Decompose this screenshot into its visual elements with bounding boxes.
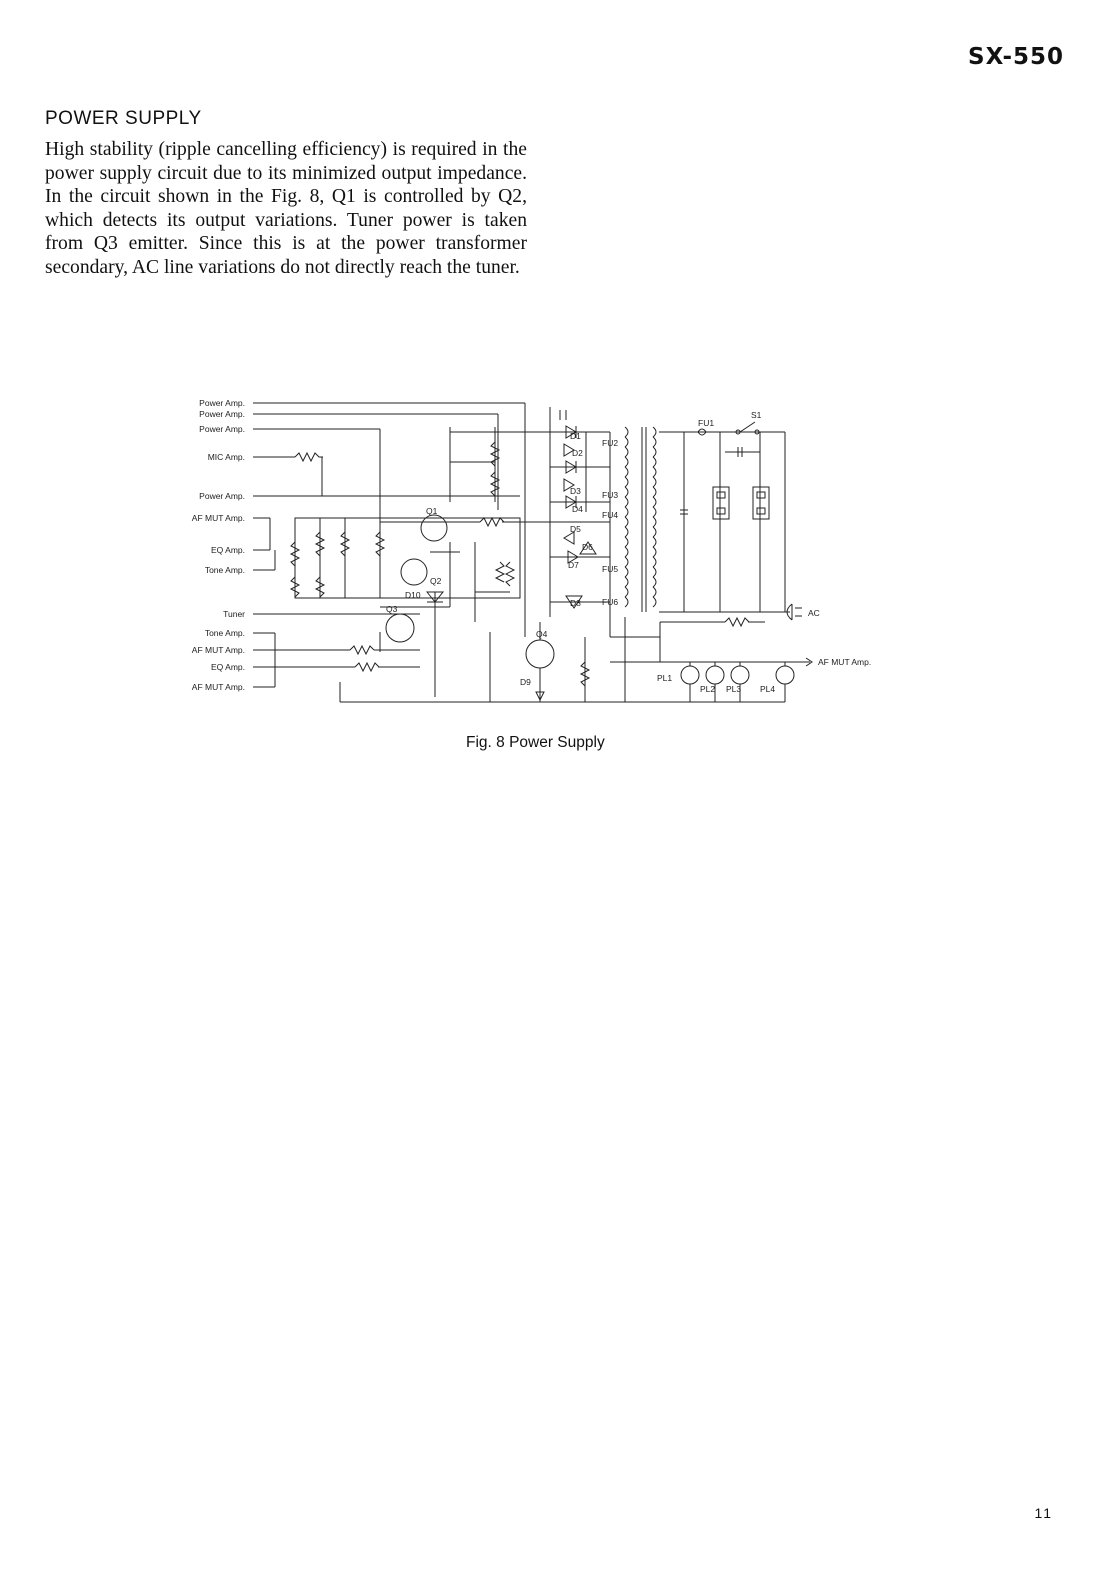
label-fu5: FU5 xyxy=(602,564,619,574)
label-q2: Q2 xyxy=(430,576,442,586)
label-tone-amp-1: Tone Amp. xyxy=(204,565,245,575)
label-d8: D8 xyxy=(570,598,581,608)
label-tuner: Tuner xyxy=(223,609,245,619)
label-eq-amp-2: EQ Amp. xyxy=(210,662,245,672)
label-d5: D5 xyxy=(570,524,581,534)
label-fu6: FU6 xyxy=(602,597,619,607)
label-eq-amp-1: EQ Amp. xyxy=(210,545,245,555)
power-supply-schematic xyxy=(150,392,890,727)
section-title: POWER SUPPLY xyxy=(45,108,202,129)
label-d1: D1 xyxy=(570,431,581,441)
label-d10: D10 xyxy=(405,590,421,600)
label-q4: Q4 xyxy=(536,629,548,639)
label-q3: Q3 xyxy=(386,604,398,614)
label-d3: D3 xyxy=(570,486,581,496)
label-af-mut-amp-2: AF MUT Amp. xyxy=(191,645,245,655)
label-fu2: FU2 xyxy=(602,438,619,448)
label-power-amp-1: Power Amp. xyxy=(199,398,245,408)
label-power-amp-4: Power Amp. xyxy=(199,491,245,501)
label-q1: Q1 xyxy=(426,506,438,516)
figure-caption: Fig. 8 Power Supply xyxy=(466,734,605,751)
section-body: High stability (ripple cancelling efficiency) is required in the power supply circuit due to its minimized output impedance. In the circuit shown in the Fig. 8, Q1 is controlled by Q2, which detects its output variations. Tuner power is taken from Q3 emitter. Since this is at the power transformer secondary, AC line variations do not directly reach the tuner. xyxy=(45,139,527,278)
label-tone-amp-2: Tone Amp. xyxy=(204,628,245,638)
label-d2: D2 xyxy=(572,448,583,458)
label-pl4: PL4 xyxy=(760,684,776,694)
label-ac: AC xyxy=(808,608,820,618)
model-number: SX-550 xyxy=(968,44,1064,70)
label-mic-amp: MIC Amp. xyxy=(207,452,245,462)
label-af-mut-amp-out: AF MUT Amp. xyxy=(818,657,872,667)
label-d4: D4 xyxy=(572,504,583,514)
page-number: 11 xyxy=(1034,1505,1053,1521)
label-power-amp-2: Power Amp. xyxy=(199,409,245,419)
label-fu1: FU1 xyxy=(698,418,715,428)
label-pl2: PL2 xyxy=(700,684,716,694)
label-d9: D9 xyxy=(520,677,531,687)
label-d6: D6 xyxy=(582,542,593,552)
label-pl1: PL1 xyxy=(657,673,673,683)
label-d7: D7 xyxy=(568,560,579,570)
label-af-mut-amp-1: AF MUT Amp. xyxy=(191,513,245,523)
label-fu3: FU3 xyxy=(602,490,619,500)
label-s1: S1 xyxy=(751,410,762,420)
label-pl3: PL3 xyxy=(726,684,742,694)
label-fu4: FU4 xyxy=(602,510,619,520)
label-af-mut-amp-3: AF MUT Amp. xyxy=(191,682,245,692)
label-power-amp-3: Power Amp. xyxy=(199,424,245,434)
